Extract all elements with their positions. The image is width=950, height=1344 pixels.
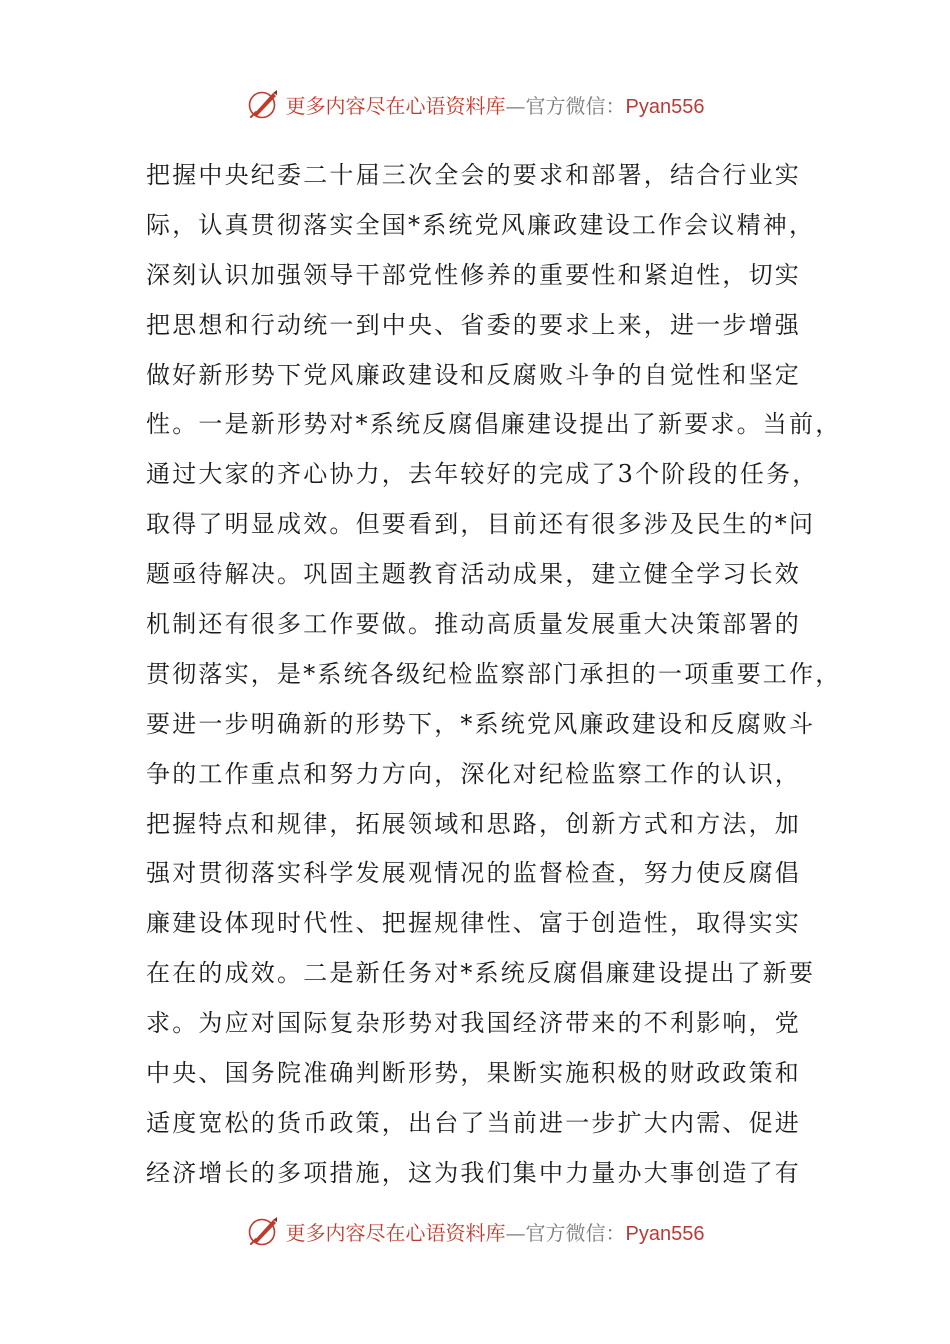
body-line: 深刻认识加强领导干部党性修养的重要性和紧迫性，切实 <box>146 260 801 289</box>
footer-banner <box>0 1211 950 1251</box>
quill-pen-icon <box>246 87 280 121</box>
body-line: 争的工作重点和努力方向，深化对纪检监察工作的认识， <box>146 759 801 788</box>
body-line: 强对贯彻落实科学发展观情况的监督检查，努力使反腐倡 <box>146 859 801 888</box>
body-line: 要进一步明确新的形势下，*系统党风廉政建设和反腐败斗 <box>146 709 816 738</box>
header-wechat-label: 官方微信： <box>525 93 626 118</box>
footer-wechat-label: 官方微信： <box>525 1220 626 1245</box>
body-line: 把思想和行动统一到中央、省委的要求上来，进一步增强 <box>146 310 801 339</box>
body-line: 取得了明显成效。但要看到，目前还有很多涉及民生的*问 <box>146 510 816 539</box>
body-line: 性。一是新形势对*系统反腐倡廉建设提出了新要求。当前， <box>146 410 842 439</box>
body-line: 中央、国务院准确判断形势，果断实施积极的财政政策和 <box>146 1059 801 1088</box>
quill-pen-icon <box>246 1214 280 1248</box>
body-line: 在在的成效。二是新任务对*系统反腐倡廉建设提出了新要 <box>146 959 816 988</box>
footer-brand: 更多内容尽在心语资料库 <box>285 1220 506 1245</box>
body-line: 做好新形势下党风廉政建设和反腐败斗争的自觉性和坚定 <box>146 360 801 389</box>
body-line: 贯彻落实，是*系统各级纪检监察部门承担的一项重要工作， <box>146 659 842 688</box>
header-wechat-id: Pyan556 <box>625 95 705 118</box>
body-line: 机制还有很多工作要做。推动高质量发展重大决策部署的 <box>146 610 801 639</box>
footer-banner-text <box>286 1217 705 1246</box>
body-line: 廉建设体现时代性、把握规律性、富于创造性，取得实实 <box>146 909 801 938</box>
header-brand: 更多内容尽在心语资料库 <box>285 93 506 118</box>
body-line: 把握中央纪委二十届三次全会的要求和部署，结合行业实 <box>146 161 801 189</box>
body-line: 把握特点和规律，拓展领域和思路，创新方式和方法，加 <box>146 809 801 838</box>
body-line: 通过大家的齐心协力，去年较好的完成了3个阶段的任务， <box>146 460 819 489</box>
body-line: 际，认真贯彻落实全国*系统党风廉政建设工作会议精神， <box>146 210 816 239</box>
header-banner-text <box>286 90 705 119</box>
header-separator: — <box>505 93 526 118</box>
footer-separator: — <box>505 1220 526 1245</box>
body-line: 题亟待解决。巩固主题教育活动成果，建立健全学习长效 <box>146 560 801 589</box>
footer-wechat-id: Pyan556 <box>625 1222 705 1245</box>
body-line: 适度宽松的货币政策，出台了当前进一步扩大内需、促进 <box>146 1108 801 1137</box>
header-banner <box>0 84 950 124</box>
document-body <box>146 151 842 1199</box>
body-line: 求。为应对国际复杂形势对我国经济带来的不利影响，党 <box>146 1009 801 1038</box>
body-line: 经济增长的多项措施，这为我们集中力量办大事创造了有 <box>146 1158 801 1187</box>
